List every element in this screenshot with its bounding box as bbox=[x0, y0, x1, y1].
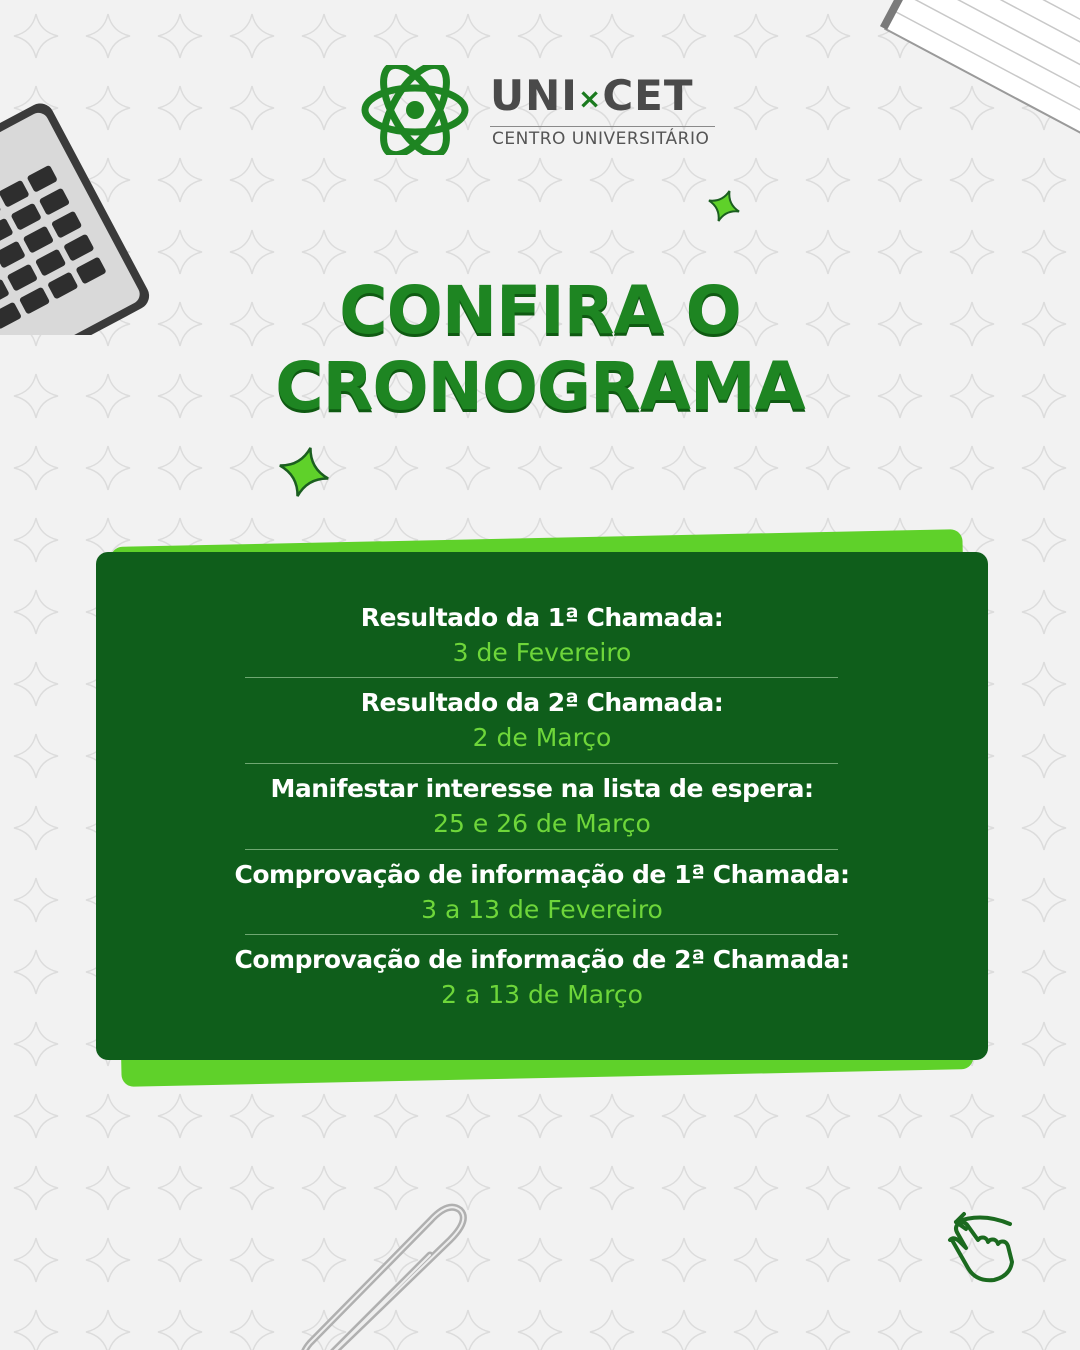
paperclip-icon bbox=[280, 1195, 490, 1350]
schedule-item-date: 3 de Fevereiro bbox=[452, 638, 632, 667]
brand-name: UNI×CET bbox=[490, 71, 694, 120]
schedule-item-label: Resultado da 2ª Chamada: bbox=[360, 688, 724, 717]
sparkle-icon bbox=[276, 444, 332, 500]
schedule-item-label: Manifestar interesse na lista de espera: bbox=[270, 774, 814, 803]
schedule-item bbox=[96, 860, 988, 924]
logo-divider bbox=[490, 126, 715, 127]
brand-subtitle: CENTRO UNIVERSITÁRIO bbox=[492, 129, 710, 149]
schedule-item-label: Resultado da 1ª Chamada: bbox=[360, 603, 724, 632]
swipe-hand-icon[interactable] bbox=[938, 1210, 1020, 1286]
atom-orbit-logo-icon bbox=[360, 65, 470, 155]
schedule-item-date: 3 a 13 de Fevereiro bbox=[421, 895, 663, 924]
schedule-item-date: 2 a 13 de Março bbox=[441, 980, 643, 1009]
schedule-item-label: Comprovação de informação de 2ª Chamada: bbox=[234, 945, 850, 974]
divider bbox=[245, 934, 838, 935]
schedule-item bbox=[96, 603, 988, 667]
page-title-line2: CRONOGRAMA bbox=[275, 348, 805, 425]
page-title-line1: CONFIRA O bbox=[339, 272, 741, 349]
divider bbox=[245, 763, 838, 764]
divider bbox=[245, 849, 838, 850]
notebook-icon bbox=[860, 0, 1080, 190]
brand-logo bbox=[360, 65, 720, 155]
schedule-item-label: Comprovação de informação de 1ª Chamada: bbox=[234, 860, 850, 889]
schedule-item bbox=[96, 945, 988, 1009]
sparkle-icon bbox=[706, 188, 742, 224]
schedule-item bbox=[96, 774, 988, 838]
schedule-item-date: 25 e 26 de Março bbox=[433, 809, 651, 838]
schedule-item-date: 2 de Março bbox=[472, 723, 612, 752]
schedule-item bbox=[96, 688, 988, 752]
divider bbox=[245, 677, 838, 678]
